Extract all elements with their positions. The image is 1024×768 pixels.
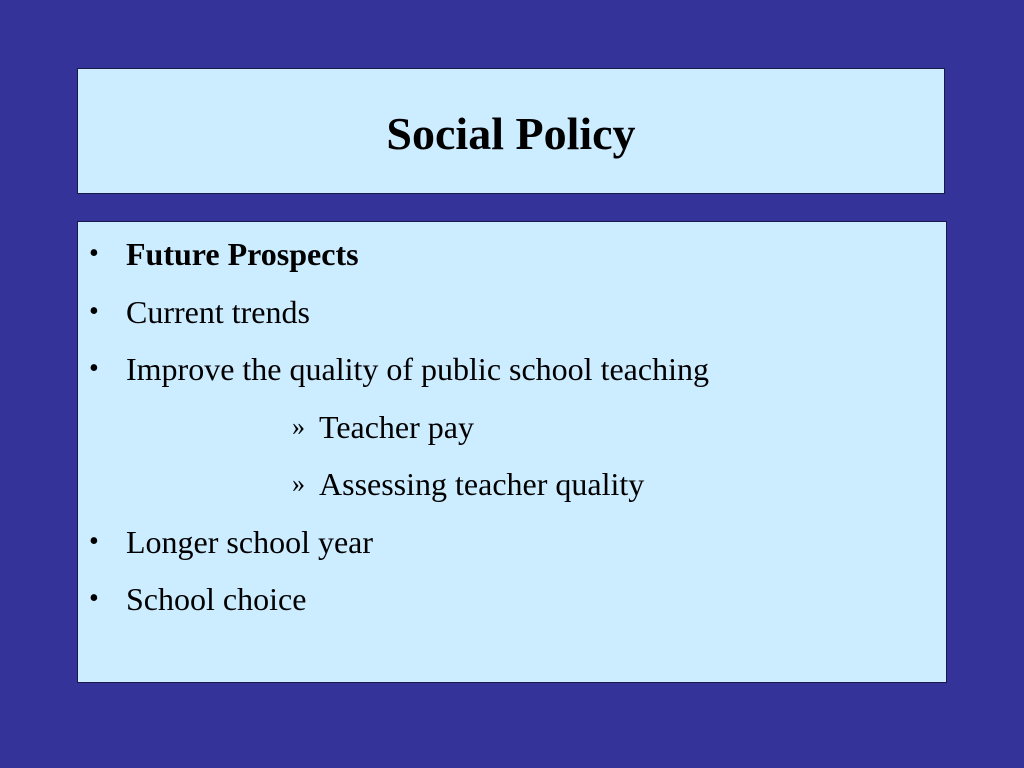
bullet-text: Future Prospects: [126, 236, 359, 272]
bullet-icon: •: [89, 583, 99, 614]
sub-bullet-icon: »: [292, 469, 305, 498]
bullet-item-improve-teaching: [78, 349, 946, 407]
title-box: [77, 68, 945, 194]
sub-bullet-item-teacher-pay: [78, 407, 946, 465]
bullet-item-school-choice: [78, 579, 946, 637]
bullet-icon: •: [89, 295, 99, 327]
bullet-icon: •: [89, 353, 99, 384]
bullet-icon: •: [89, 238, 99, 269]
content-box: [77, 221, 947, 683]
bullet-list: [78, 234, 946, 637]
sub-bullet-icon: »: [292, 411, 305, 441]
bullet-item-future-prospects: [78, 234, 946, 292]
bullet-item-longer-school-year: [78, 522, 946, 580]
sub-bullet-item-teacher-quality: [78, 464, 946, 522]
bullet-icon: •: [89, 525, 99, 557]
slide-title: Social Policy: [386, 107, 636, 159]
sub-bullet-text: Teacher pay: [319, 408, 474, 445]
bullet-text: Improve the quality of public school teaching: [126, 351, 709, 387]
bullet-text: Longer school year: [126, 523, 374, 560]
bullet-text: School choice: [126, 581, 307, 617]
bullet-item-current-trends: [78, 292, 946, 350]
sub-bullet-text: Assessing teacher quality: [319, 466, 645, 502]
bullet-text: Current trends: [126, 293, 310, 330]
